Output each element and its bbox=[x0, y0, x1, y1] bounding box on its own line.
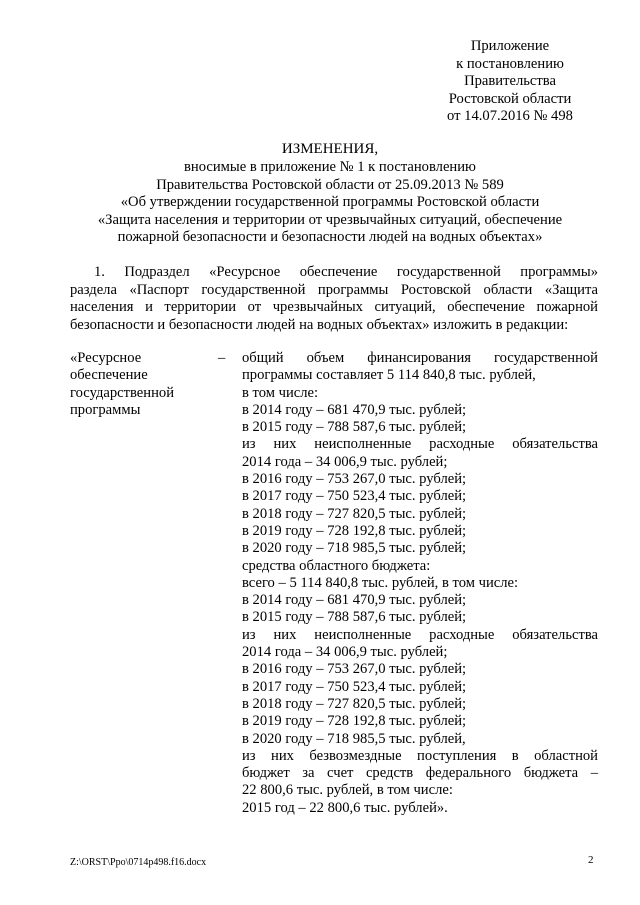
content-line: в том числе: bbox=[242, 384, 319, 401]
content-line: в 2015 году – 788 587,6 тыс. рублей; bbox=[242, 419, 467, 436]
label-line: программы bbox=[70, 402, 141, 419]
content-line: в 2016 году – 753 267,0 тыс. рублей; bbox=[242, 471, 467, 488]
file-path: Z:\ORST\Ppo\0714p498.f16.docx bbox=[70, 857, 207, 868]
section-dash: – bbox=[218, 350, 226, 366]
content-line: бюджет за счет средств федерального бюджета – bbox=[242, 765, 598, 782]
content-line: в 2018 году – 727 820,5 тыс. рублей; bbox=[242, 695, 467, 712]
document-title bbox=[60, 140, 600, 247]
content-line: в 2020 году – 718 985,5 тыс. рублей; bbox=[242, 540, 467, 557]
title-line: «Защита населения и территории от чрезвычайных ситуаций, обеспечение bbox=[97, 211, 563, 228]
title-heading: ИЗМЕНЕНИЯ, bbox=[281, 141, 379, 157]
content-line: 22 800,6 тыс. рублей, в том числе: bbox=[242, 782, 453, 799]
content-line: в 2018 году – 727 820,5 тыс. рублей; bbox=[242, 505, 467, 522]
section-content bbox=[242, 350, 598, 817]
label-line: обеспечение bbox=[70, 367, 148, 384]
content-line: из них безвозмездные поступления в областной bbox=[242, 747, 598, 764]
intro-line: безопасности и безопасности людей на водных объектах» изложить в редакции: bbox=[70, 316, 569, 333]
label-line: «Ресурсное bbox=[70, 350, 142, 366]
appendix-line: Правительства bbox=[464, 73, 556, 90]
content-line: в 2014 году – 681 470,9 тыс. рублей; bbox=[242, 592, 467, 609]
appendix-line: к постановлению bbox=[456, 55, 564, 72]
title-line: пожарной безопасности и безопасности людей на водных объектах» bbox=[117, 229, 543, 246]
intro-paragraph bbox=[70, 264, 598, 334]
content-line: в 2015 году – 788 587,6 тыс. рублей; bbox=[242, 609, 467, 626]
content-line: общий объем финансирования государственной bbox=[242, 350, 598, 366]
intro-line: 1. Подраздел «Ресурсное обеспечение государственной программы» bbox=[94, 264, 598, 280]
intro-line: населения и территории от чрезвычайных ситуаций, обеспечение пожарной bbox=[70, 299, 598, 316]
page-number: 2 bbox=[588, 854, 594, 866]
content-line: в 2016 году – 753 267,0 тыс. рублей; bbox=[242, 661, 467, 678]
content-line: из них неисполненные расходные обязательства bbox=[242, 626, 598, 643]
content-line: в 2019 году – 728 192,8 тыс. рублей; bbox=[242, 713, 467, 730]
content-line: из них неисполненные расходные обязательства bbox=[242, 436, 598, 453]
content-line: 2015 год – 22 800,6 тыс. рублей». bbox=[242, 799, 448, 816]
appendix-header bbox=[400, 38, 620, 126]
title-line: «Об утверждении государственной программы Ростовской области bbox=[120, 194, 540, 211]
appendix-line: Ростовской области bbox=[448, 90, 572, 107]
title-line: вносимые в приложение № 1 к постановлению bbox=[184, 159, 476, 175]
label-line: государственной bbox=[70, 384, 175, 401]
content-line: в 2019 году – 728 192,8 тыс. рублей; bbox=[242, 522, 467, 539]
title-line: Правительства Ростовской области от 25.09.2013 № 589 bbox=[156, 176, 504, 193]
content-line: в 2014 году – 681 470,9 тыс. рублей; bbox=[242, 401, 467, 418]
appendix-line: от 14.07.2016 № 498 bbox=[447, 108, 573, 125]
content-line: в 2017 году – 750 523,4 тыс. рублей; bbox=[242, 678, 467, 695]
intro-line: раздела «Паспорт государственной программы Ростовской области «Защита bbox=[70, 281, 598, 298]
content-line: 2014 года – 34 006,9 тыс. рублей; bbox=[242, 644, 448, 661]
section-label bbox=[70, 350, 210, 420]
content-line: всего – 5 114 840,8 тыс. рублей, в том числе: bbox=[242, 574, 519, 591]
content-line: в 2017 году – 750 523,4 тыс. рублей; bbox=[242, 488, 467, 505]
content-line: в 2020 году – 718 985,5 тыс. рублей, bbox=[242, 730, 466, 747]
content-line: программы составляет 5 114 840,8 тыс. рублей, bbox=[242, 367, 536, 384]
appendix-line: Приложение bbox=[470, 38, 550, 54]
content-line: средства областного бюджета: bbox=[242, 557, 431, 574]
content-line: 2014 года – 34 006,9 тыс. рублей; bbox=[242, 453, 448, 470]
